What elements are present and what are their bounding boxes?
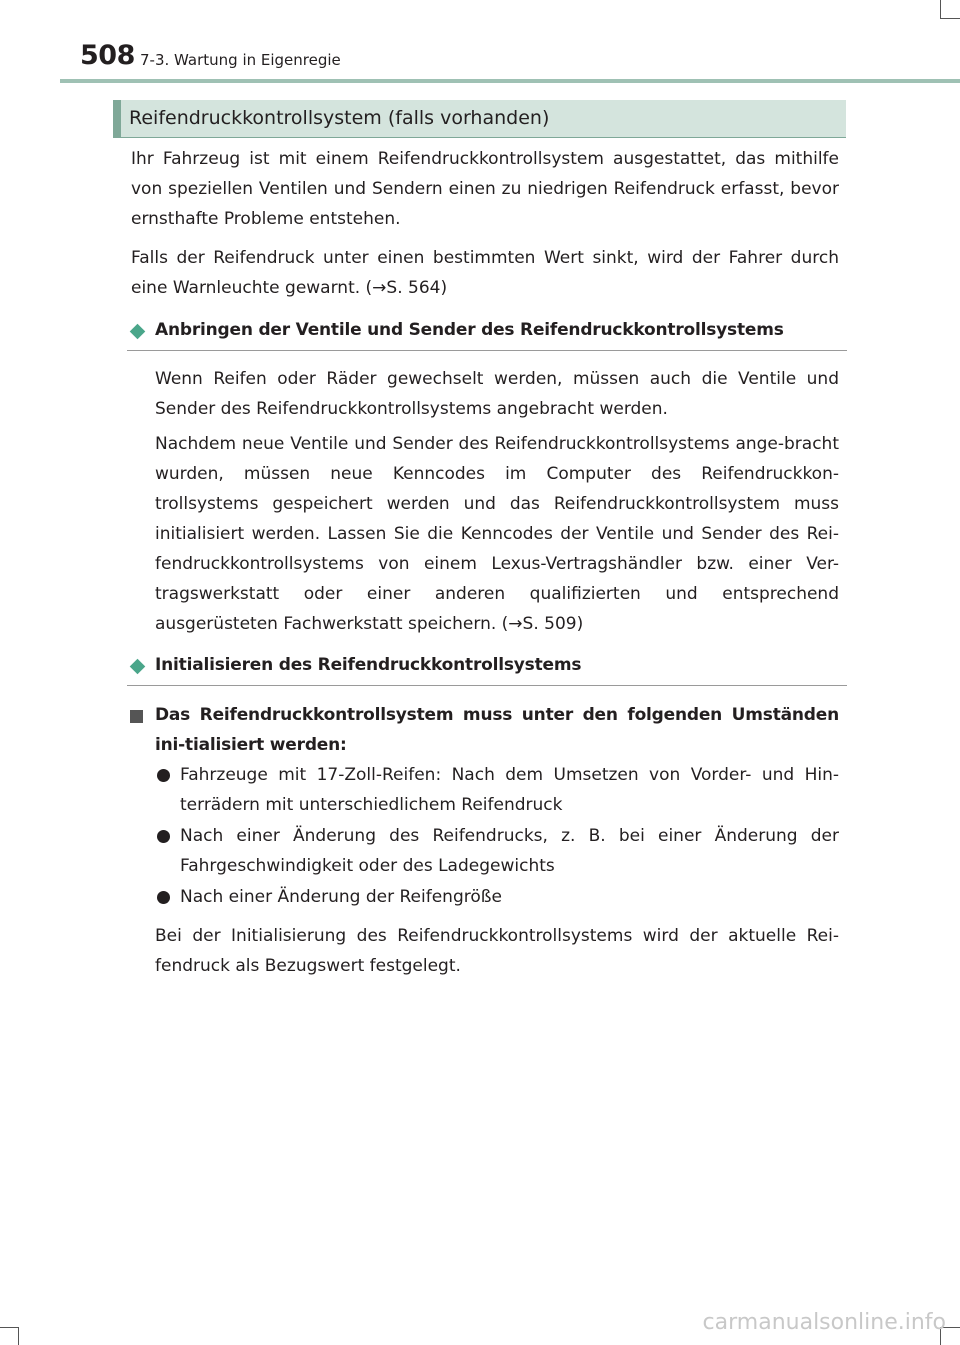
- bullet-item-1: Fahrzeuge mit 17-Zoll-Reifen: Nach dem Umsetzen von Vorder- und Hin-terrädern mit unterschiedlichem Reifendruck: [180, 765, 839, 815]
- intro-paragraph-1: Ihr Fahrzeug ist mit einem Reifendruckkontrollsystem ausgestattet, das mithilfe von speziellen Ventilen und Sendern einen zu niedrigen Reifendruck erfasst, bevor ernsthafte Probleme entstehen.: [131, 149, 839, 229]
- crop-mark: [0, 1327, 18, 1328]
- bullet-item-3: Nach einer Änderung der Reifengröße: [180, 887, 502, 907]
- dot-bullet-icon: [157, 769, 170, 782]
- valves-paragraph-2: Nachdem neue Ventile und Sender des Reifendruckkontrollsystems ange-bracht wurden, müssen neue Kenncodes im Computer des Reifendruckkon-trollsystems gespeichert werden und das Reifendruckkontrollsystem muss initialisiert werden. Lassen Sie die Kenncodes der Ventile und Sender des Rei-fendruckkontrollsystems von einem Lexus-Vertragshändler bzw. einer Ver-tragswerkstatt oder einer anderen qualifizierten und entsprechend ausgerüsteten Fachwerkstatt speichern. (→S. 509): [155, 434, 839, 634]
- crop-mark: [940, 18, 960, 19]
- diamond-bullet-icon: [130, 659, 146, 675]
- bullet-item-2: Nach einer Änderung des Reifendrucks, z. B. bei einer Änderung der Fahrgeschwindigkeit oder des Ladegewichts: [180, 826, 839, 876]
- intro-paragraph-2: Falls der Reifendruck unter einen bestimmten Wert sinkt, wird der Fahrer durch eine Warnleuchte gewarnt. (→S. 564): [131, 248, 839, 298]
- chapter-title: 7-3. Wartung in Eigenregie: [140, 51, 341, 69]
- page-number: 508: [80, 40, 135, 71]
- diamond-bullet-icon: [130, 324, 146, 340]
- valves-paragraph-1: Wenn Reifen oder Räder gewechselt werden, müssen auch die Ventile und Sender des Reifendruckkontrollsystems angebracht werden.: [155, 369, 839, 419]
- crop-mark: [940, 0, 941, 18]
- section-title: Reifendruckkontrollsystem (falls vorhanden): [129, 107, 550, 129]
- condition-heading: Das Reifendruckkontrollsystem muss unter den folgenden Umständen ini-tialisiert werden:: [155, 705, 839, 755]
- square-bullet-icon: [130, 710, 143, 723]
- dot-bullet-icon: [157, 891, 170, 904]
- crop-mark: [18, 1327, 19, 1345]
- dot-bullet-icon: [157, 830, 170, 843]
- subsection-heading-text: Anbringen der Ventile und Sender des Reifendruckkontrollsystems: [155, 320, 784, 340]
- watermark: carmanualsonline.info: [702, 1310, 946, 1335]
- closing-paragraph: Bei der Initialisierung des Reifendruckkontrollsystems wird der aktuelle Rei-fendruck als Bezugswert festgelegt.: [155, 926, 839, 976]
- header-divider: [60, 79, 960, 83]
- subsection-heading-valves: [127, 318, 847, 351]
- subsection-heading-text: Initialisieren des Reifendruckkontrollsystems: [155, 655, 582, 675]
- section-title-band: [113, 100, 846, 138]
- subsection-heading-initialize: [127, 653, 847, 686]
- section-title-accent-bar: [113, 100, 121, 137]
